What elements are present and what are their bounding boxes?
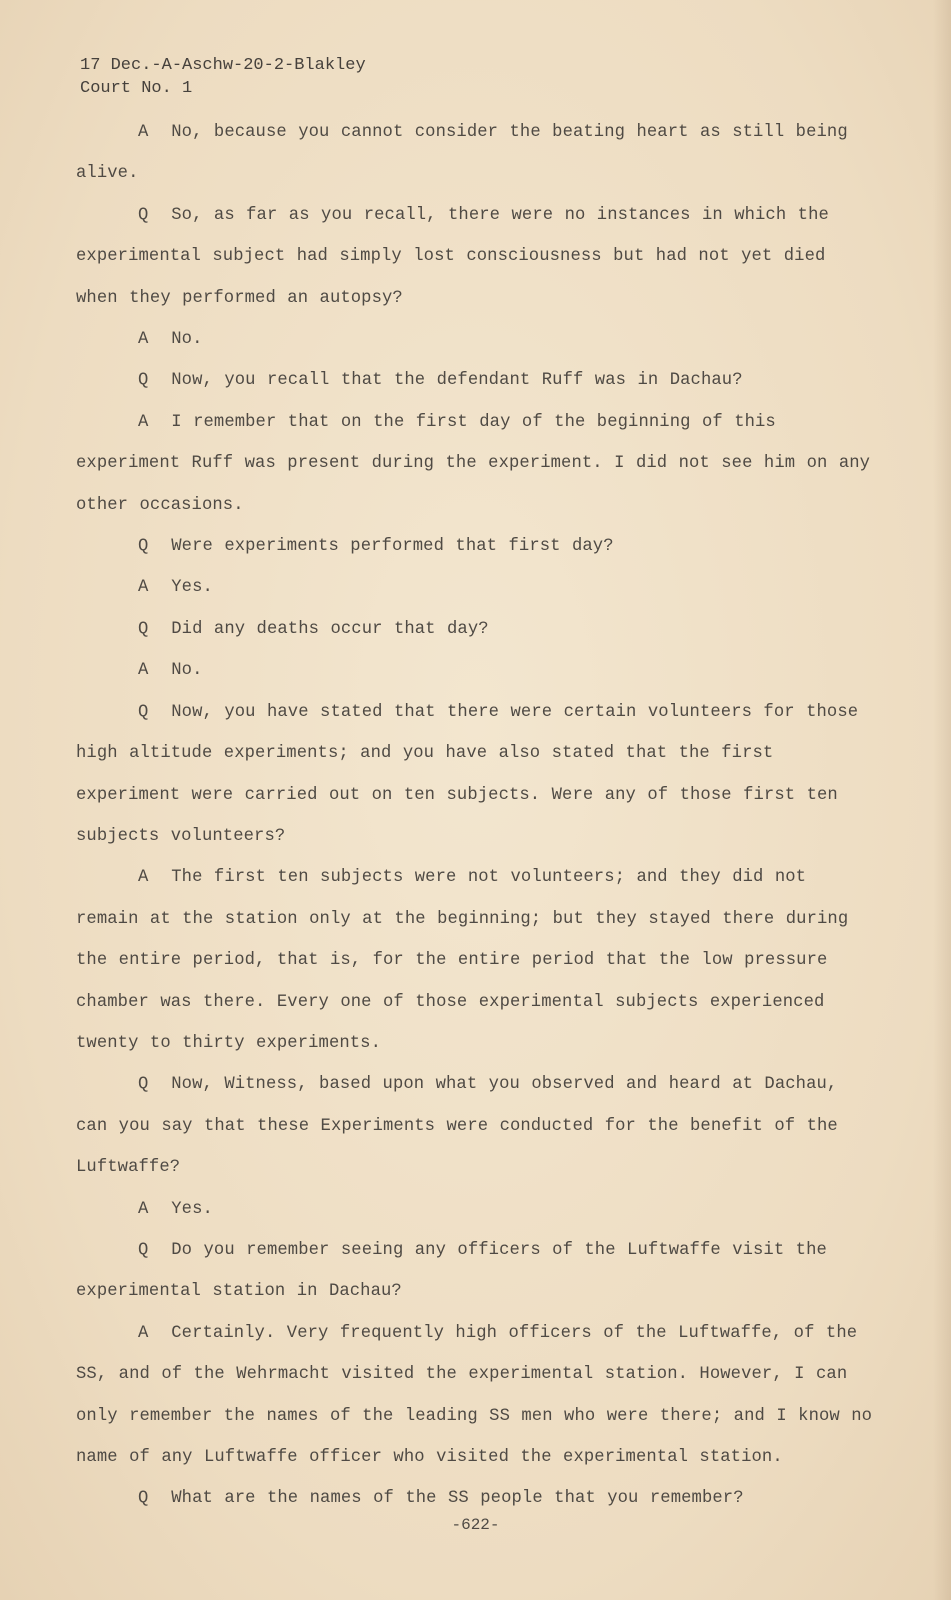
transcript-paragraph: A The first ten subjects were not volunteers; and they did not remain at the station only at the beginning; but they stayed there during the entire period, that is, for the entire period that the low pressure chamber was there. Every one of those experimental subjects experienced twenty to thirty experiments.	[76, 868, 860, 1053]
transcript-paragraph: A Certainly. Very frequently high officers of the Luftwaffe, of the SS, and of the Wehrmacht visited the experimental station. However, I can only remember the names of the leading SS men who were there; and I know no name of any Luftwaffe officer who visited the experimental station.	[76, 1323, 884, 1467]
transcript-paragraph: Q So, as far as you recall, there were no instances in which the experimental subject had simply lost consciousness but had not yet died when they performed an autopsy?	[76, 205, 841, 308]
page-header	[80, 54, 366, 100]
transcript-paragraph: Q Now, you have stated that there were certain volunteers for those high altitude experiments; and you have also stated that the first experiment were carried out on ten subjects. Were any of those first ten subjects volunteers?	[76, 702, 870, 846]
transcript-paragraph: Q Now, you recall that the defendant Ruff was in Dachau?	[138, 371, 743, 391]
page-number: -622-	[451, 1516, 500, 1534]
transcript-paragraph: A No, because you cannot consider the beating heart as still being alive.	[76, 123, 860, 184]
transcript-paragraph: Q Did any deaths occur that day?	[138, 619, 489, 639]
header-reference: 17 Dec.-A-Aschw-20-2-Blakley	[80, 56, 366, 75]
transcript-paragraph: Q Now, Witness, based upon what you observed and heard at Dachau, can you say that these Experiments were conducted for the benefit of the Luftwaffe?	[76, 1075, 850, 1178]
transcript-paragraph: A No.	[138, 330, 203, 350]
transcript-paragraph: A I remember that on the first day of the beginning of this experiment Ruff was present during the experiment. I did not see him on any other occasions.	[76, 412, 882, 515]
transcript-paragraph: A Yes.	[138, 1199, 213, 1219]
page-edge-shadow	[933, 0, 951, 1600]
transcript-paragraph: Q Were experiments performed that first day?	[138, 537, 614, 557]
transcript-paragraph: A Yes.	[138, 578, 213, 598]
transcript-paragraph: Q What are the names of the SS people that you remember?	[138, 1489, 744, 1509]
transcript-paragraph: A No.	[138, 661, 203, 681]
transcript-paragraph: Q Do you remember seeing any officers of the Luftwaffe visit the experimental station in Dachau?	[76, 1240, 839, 1302]
header-court: Court No. 1	[80, 79, 193, 98]
transcript-body	[76, 112, 884, 1520]
